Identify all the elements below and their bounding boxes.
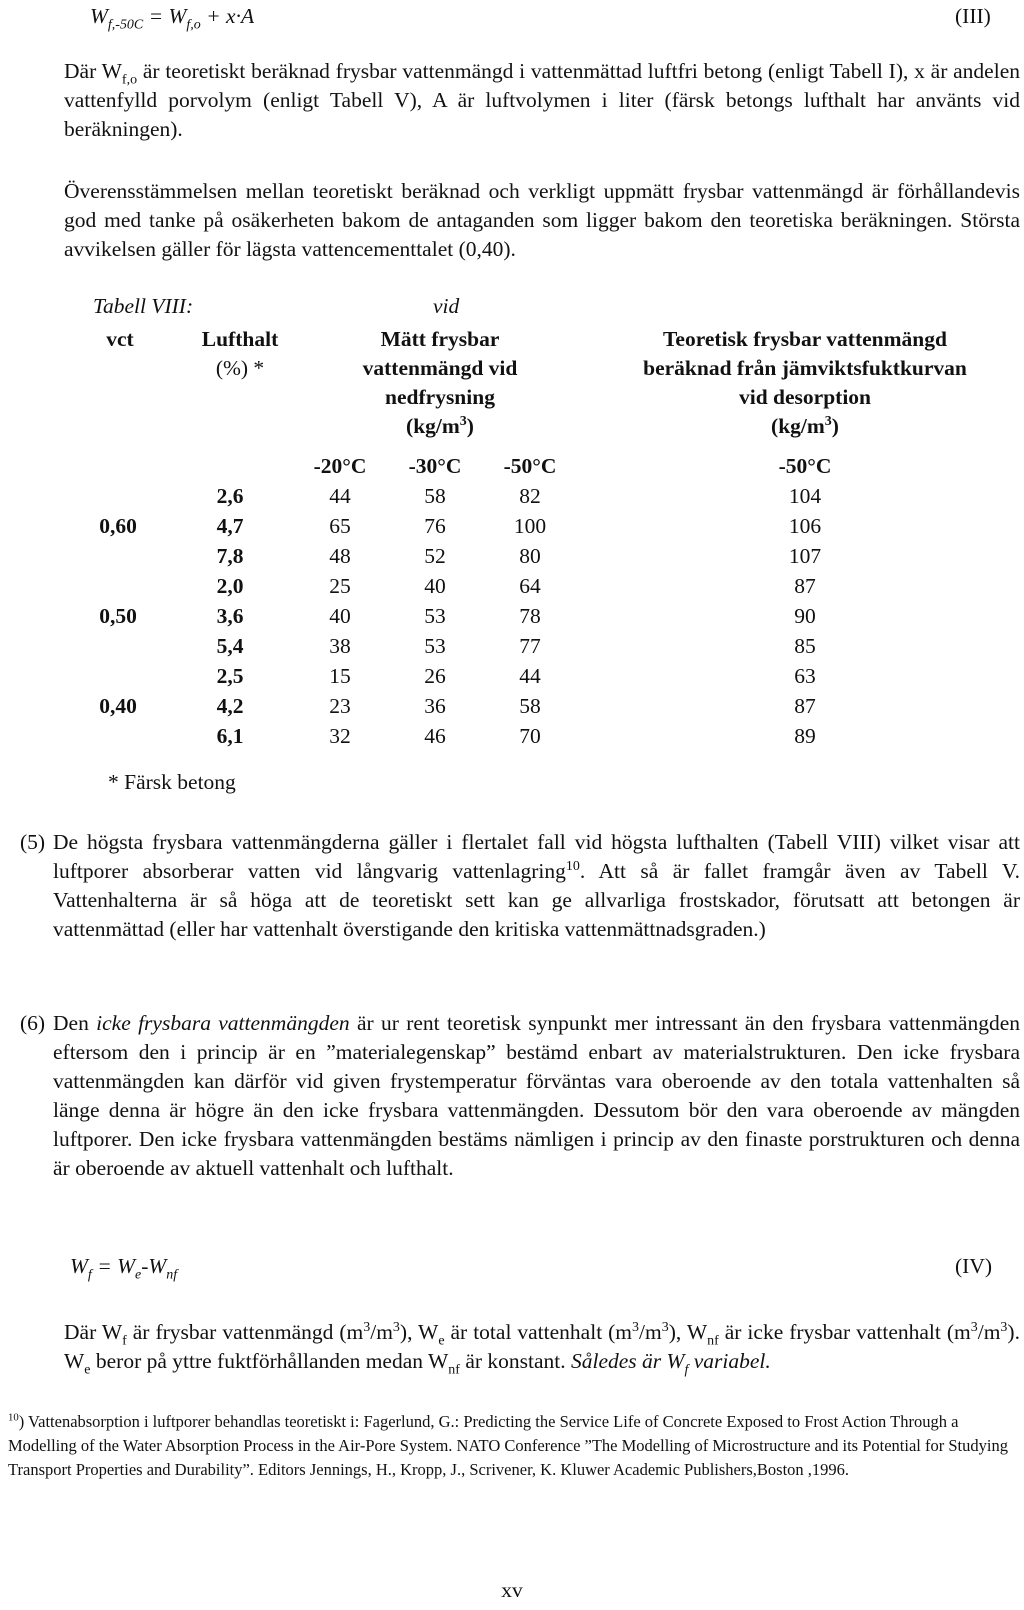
p3-u3: 3 <box>632 1319 640 1335</box>
table-cell-m50: 58 <box>519 694 541 718</box>
table-cell-luft: 3,6 <box>216 604 244 628</box>
item6-a: Den <box>53 1011 97 1035</box>
eq4-c-sub: nf <box>166 1267 178 1283</box>
table-cell-m30: 58 <box>424 484 446 508</box>
eq4-b: = W <box>91 1254 135 1278</box>
p3-u1: 3 <box>363 1319 371 1335</box>
item5-footnote-ref: 10 <box>565 858 580 874</box>
table-cell-teo: 90 <box>794 604 816 628</box>
item-5-label: (5) <box>20 830 46 854</box>
eq3-mid-sub: f,o <box>186 17 201 33</box>
table-cell-m20: 48 <box>329 544 351 568</box>
table-cell-teo: 106 <box>788 514 822 538</box>
p3-t8: är icke frysbar vattenhalt (m <box>718 1320 971 1344</box>
table-cell-m30: 40 <box>424 574 446 598</box>
header-temp-20: -20°C <box>313 454 367 478</box>
p3-t6: /m <box>639 1320 662 1344</box>
p1-text-b: är teoretiskt beräknad frysbar vattenmängd i vattenmättad luftfri betong (enligt Tabell I), x är andelen vattenfylld porvolym (enligt Tabell V), A är luftvolymen i liter (färsk betongs lufthalt har använts vid beräkningen). <box>64 59 1020 141</box>
table-cell-teo: 104 <box>788 484 822 508</box>
table-cell-m50: 80 <box>519 544 541 568</box>
p3-t7: ), W <box>668 1320 708 1344</box>
item-6-label: (6) <box>20 1011 46 1035</box>
p3-t3: /m <box>370 1320 393 1344</box>
item6-b: är ur rent teoretisk synpunkt mer intressant än den frysbara vattenmängden eftersom den i princip är en ”materialegenskap” bestämd enbart av materialstrukturen. Den icke frysbara vattenmängden kan därför vid given frystemperatur förväntas vara oberoende av den totala vattenhalten så länge denna är högre än den icke frysbara vattenmängden. Dessutom bör den vara oberoende av mängden luftporer. Den icke frysbara vattenmängden bestäms nämligen i princip av den finaste porstrukturen och denna är oberoende av aktuell vattenhalt och lufthalt. <box>53 1011 1021 1180</box>
teo-unit-b: ) <box>831 414 839 438</box>
table-cell-m20: 25 <box>329 574 351 598</box>
paragraph-variables <box>64 1318 1020 1376</box>
paragraph-agreement: Överensstämmelsen mellan teoretiskt beräknad och verkligt uppmätt frysbar vattenmängd är förhållandevis god med tanke på osäkerheten bakom de antaganden som ligger bakom den teoretiska beräkningen. Största avvikelsen gäller för lägsta vattencementtalet (0,40). <box>64 179 1020 261</box>
teo-unit-a: (kg/m <box>771 414 825 438</box>
table-cell-luft: 2,0 <box>216 574 244 598</box>
table-cell-vct: 0,50 <box>99 604 137 628</box>
equation-iv <box>70 1252 177 1281</box>
p3-t11: beror på yttre fuktförhållanden medan W <box>90 1349 449 1373</box>
table-cell-m20: 23 <box>329 694 351 718</box>
item-6-text <box>53 1009 1020 1183</box>
table-cell-m20: 44 <box>329 484 351 508</box>
item5-b: . Att så är fallet framgår även av Tabell V. Vattenhalterna är så höga att de teoretiskt sett kan ge allvarliga frostskador, förutsatt att betongen är vattenmättad (eller har vattenhalt överstigande den kritiska vattenmättnadsgraden.) <box>53 859 1021 941</box>
matt-unit-a: (kg/m <box>406 414 460 438</box>
header-teo-unit <box>590 412 1020 441</box>
p3-s2: e <box>438 1333 445 1349</box>
table-caption-vid: vid <box>433 294 460 318</box>
item6-italic: icke frysbara vattenmängden <box>96 1011 350 1035</box>
equation-iv-number: (IV) <box>955 1254 993 1278</box>
eq3-lhs-sub: f,-50C <box>107 17 144 33</box>
header-lufthalt: Lufthalt <box>201 327 279 351</box>
p3-italic-b: variabel. <box>688 1349 771 1373</box>
table-cell-luft: 2,6 <box>216 484 244 508</box>
p1-sub: f,o <box>121 72 138 88</box>
table-cell-teo: 89 <box>794 724 816 748</box>
table-cell-teo: 85 <box>794 634 816 658</box>
table-cell-teo: 87 <box>794 694 816 718</box>
eq3-rhs: + x·A <box>200 4 255 28</box>
p3-t9: /m <box>977 1320 1001 1344</box>
table-caption: Tabell VIII: <box>93 294 194 318</box>
header-teo-2: beräknad från jämviktsfuktkurvan <box>643 356 967 380</box>
table-cell-m20: 65 <box>329 514 351 538</box>
page-number: xv <box>501 1578 523 1602</box>
p3-s4: e <box>84 1362 91 1378</box>
eq4-b-sub: e <box>134 1267 142 1283</box>
table-cell-teo: 107 <box>788 544 822 568</box>
equation-iii <box>90 2 254 31</box>
table-cell-m30: 46 <box>424 724 446 748</box>
header-temp-50: -50°C <box>503 454 557 478</box>
p3-u2: 3 <box>392 1319 400 1335</box>
table-cell-m30: 53 <box>424 604 446 628</box>
table-cell-m50: 82 <box>519 484 541 508</box>
table-cell-luft: 4,2 <box>216 694 244 718</box>
p3-s1: f <box>122 1333 127 1349</box>
matt-unit-b: ) <box>466 414 474 438</box>
table-cell-m30: 76 <box>424 514 446 538</box>
header-matt-3: nedfrysning <box>385 385 495 409</box>
p3-s5: nf <box>448 1362 460 1378</box>
p3-t1: Där W <box>64 1320 123 1344</box>
table-cell-luft: 4,7 <box>216 514 244 538</box>
table-footnote: * Färsk betong <box>108 770 236 794</box>
table-cell-vct: 0,40 <box>99 694 137 718</box>
matt-unit-sup: 3 <box>459 413 467 429</box>
equation-iii-number: (III) <box>955 4 991 28</box>
table-cell-luft: 2,5 <box>216 664 244 688</box>
p1-text-a: Där W <box>64 59 122 83</box>
p3-u6: 3 <box>1000 1319 1008 1335</box>
eq3-lhs: W <box>90 4 108 28</box>
eq4-a: W <box>70 1254 88 1278</box>
p3-t10: ). W <box>64 1320 1020 1373</box>
p3-s3: nf <box>707 1333 719 1349</box>
list-item-5 <box>20 828 1020 944</box>
table-cell-m50: 100 <box>513 514 547 538</box>
table-cell-m50: 44 <box>519 664 541 688</box>
header-matt-unit <box>320 412 560 441</box>
p3-u4: 3 <box>661 1319 669 1335</box>
table-cell-teo: 87 <box>794 574 816 598</box>
p3-t4: ), W <box>399 1320 439 1344</box>
header-teo-3: vid desorption <box>738 385 871 409</box>
list-item-6 <box>20 1009 1020 1183</box>
item5-a: De högsta frysbara vattenmängderna gäller i flertalet fall vid högsta lufthalten (Tabell VIII) vilket visar att luftporer absorberar vatten vid långvarig vattenlagring <box>53 830 1020 883</box>
header-matt-1: Mätt frysbar <box>380 327 500 351</box>
item-5-text <box>53 828 1020 944</box>
table-cell-m50: 64 <box>519 574 541 598</box>
table-cell-m50: 77 <box>519 634 541 658</box>
table-cell-m30: 36 <box>424 694 446 718</box>
p3-italic-sub: f <box>684 1362 689 1378</box>
table-cell-m20: 40 <box>329 604 351 628</box>
header-temp-30: -30°C <box>408 454 462 478</box>
p3-italic-a: Således är W <box>571 1349 685 1373</box>
table-viii <box>0 292 1024 802</box>
table-cell-m30: 26 <box>424 664 446 688</box>
p3-t2: är frysbar vattenmängd (m <box>126 1320 364 1344</box>
table-cell-m20: 32 <box>329 724 351 748</box>
paragraph-definitions <box>64 57 1020 144</box>
header-lufthalt-unit: (%) * <box>215 356 265 380</box>
p3-t12: är konstant. <box>459 1349 571 1373</box>
eq4-c: -W <box>141 1254 167 1278</box>
header-temp-teo: -50°C <box>778 454 832 478</box>
footnote-10-marker: 10 <box>8 1411 19 1424</box>
table-cell-luft: 6,1 <box>216 724 244 748</box>
table-cell-vct: 0,60 <box>99 514 137 538</box>
eq3-mid: = W <box>143 4 187 28</box>
eq4-a-sub: f <box>87 1267 92 1283</box>
p3-t5: är total vattenhalt (m <box>444 1320 633 1344</box>
p3-u5: 3 <box>970 1319 978 1335</box>
table-cell-luft: 5,4 <box>216 634 244 658</box>
table-cell-m50: 78 <box>519 604 541 628</box>
table-cell-m20: 15 <box>329 664 351 688</box>
footnote-10-text: ) Vattenabsorption i luftporer behandlas teoretiskt i: Fagerlund, G.: Predicting the Service Life of Concrete Exposed to Frost Action Through a Modelling of the Water Absorption Process in the Air-Pore System. NATO Conference ”The Modelling of Microstructure and its Potential for Studying Transport Properties and Durability”. Editors Jennings, H., Kropp, J., Scrivener, K. Kluwer Academic Publishers,Boston ,1996. <box>8 1412 1008 1479</box>
footnote-10 <box>8 1410 1008 1482</box>
teo-unit-sup: 3 <box>824 413 832 429</box>
table-cell-m30: 53 <box>424 634 446 658</box>
header-vct: vct <box>106 327 134 351</box>
table-cell-teo: 63 <box>794 664 816 688</box>
header-matt-2: vattenmängd vid <box>362 356 518 380</box>
table-cell-m30: 52 <box>424 544 446 568</box>
table-cell-luft: 7,8 <box>216 544 244 568</box>
header-teo-1: Teoretisk frysbar vattenmängd <box>663 327 947 351</box>
table-cell-m20: 38 <box>329 634 351 658</box>
table-cell-m50: 70 <box>519 724 541 748</box>
